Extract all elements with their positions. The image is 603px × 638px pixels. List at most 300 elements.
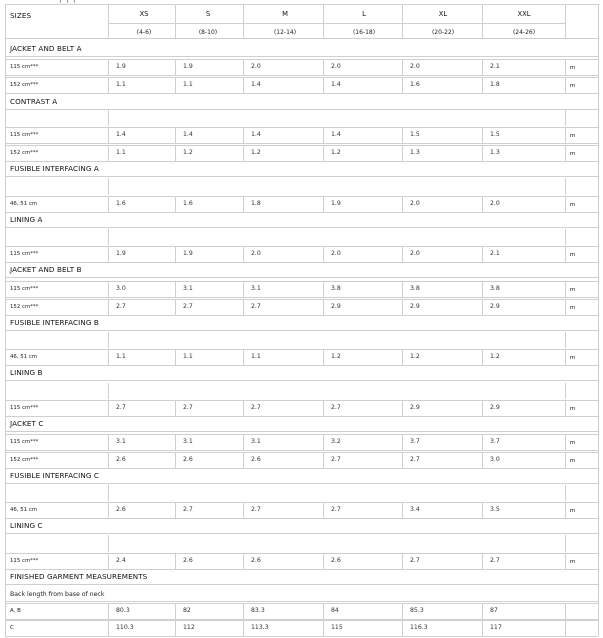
cell-divider <box>323 145 324 161</box>
cell-divider <box>108 299 109 315</box>
cell-divider <box>175 434 176 450</box>
cell-value-xl: 1.3 <box>410 149 420 156</box>
cell-value-m: 1.2 <box>251 149 261 156</box>
section-separator <box>5 277 598 278</box>
cell-value-xl: 1.2 <box>410 353 420 360</box>
table-bottom-line <box>5 636 598 637</box>
cell-value-xxl: 2.1 <box>490 63 500 70</box>
cell-divider <box>482 434 483 450</box>
section-separator <box>5 431 598 432</box>
section-heading: JACKET AND BELT B <box>10 265 82 274</box>
cell-value-xs: 110.3 <box>116 624 134 631</box>
row-label: A, B <box>10 608 21 614</box>
row-label: 152 cm*** <box>10 457 39 463</box>
cell-divider <box>402 400 403 416</box>
unit-label: m <box>570 458 576 464</box>
cell-value-xs: 1.9 <box>116 63 126 70</box>
cell-divider <box>565 77 566 93</box>
row-bottom-line <box>5 212 598 213</box>
cell-value-xs: 80.3 <box>116 607 130 614</box>
section-separator <box>5 227 598 228</box>
cell-divider <box>482 281 483 297</box>
cell-divider <box>108 603 109 619</box>
row-bottom-line <box>5 416 598 417</box>
cell-divider <box>108 349 109 365</box>
sizes-header-label: SIZES <box>10 11 32 20</box>
cell-divider <box>323 77 324 93</box>
cell-divider <box>402 434 403 450</box>
section-heading: LINING A <box>10 215 43 224</box>
cell-divider <box>402 349 403 365</box>
cell-value-l: 2.7 <box>331 404 341 411</box>
header-column-divider <box>323 4 324 38</box>
cell-value-xs: 2.6 <box>116 456 126 463</box>
cell-divider <box>482 603 483 619</box>
cell-value-s: 3.1 <box>183 438 193 445</box>
unit-label: m <box>570 559 576 565</box>
section-heading: FUSIBLE INTERFACING C <box>10 471 100 480</box>
cell-divider <box>565 620 566 636</box>
cell-value-s: 2.6 <box>183 557 193 564</box>
cell-divider <box>565 196 566 212</box>
cell-divider <box>175 59 176 75</box>
cell-divider <box>323 59 324 75</box>
cell-divider <box>108 145 109 161</box>
cell-value-xl: 3.8 <box>410 285 420 292</box>
cell-value-xl: 2.0 <box>410 200 420 207</box>
cell-value-xl: 2.9 <box>410 303 420 310</box>
cell-value-l: 1.9 <box>331 200 341 207</box>
row-top-line <box>5 127 598 128</box>
cell-value-s: 1.1 <box>183 81 193 88</box>
cell-value-m: 113.3 <box>251 624 269 631</box>
row-bottom-line <box>5 569 598 570</box>
cell-value-m: 83.3 <box>251 607 265 614</box>
cell-divider <box>482 400 483 416</box>
cell-divider <box>323 400 324 416</box>
cell-divider <box>108 281 109 297</box>
cell-divider <box>323 620 324 636</box>
gap-divider <box>565 110 566 126</box>
row-label: 115 cm*** <box>10 132 39 138</box>
unit-label: m <box>570 440 576 446</box>
cell-value-xs: 1.6 <box>116 200 126 207</box>
cell-value-xs: 1.1 <box>116 81 126 88</box>
header-top-line <box>5 4 598 5</box>
cell-value-m: 2.7 <box>251 506 261 513</box>
header-column-divider <box>565 4 566 38</box>
row-label: 115 cm*** <box>10 286 39 292</box>
cell-value-l: 2.7 <box>331 506 341 513</box>
cell-value-xxl: 87 <box>490 607 498 614</box>
cell-value-s: 112 <box>183 624 195 631</box>
row-top-line <box>5 77 598 78</box>
row-label: 115 cm*** <box>10 251 39 257</box>
row-label: 115 cm*** <box>10 64 39 70</box>
header-left-border <box>5 4 6 38</box>
row-top-line <box>5 603 598 604</box>
row-bottom-line <box>5 468 598 469</box>
cell-value-m: 2.7 <box>251 303 261 310</box>
section-heading: FINISHED GARMENT MEASUREMENTS <box>10 572 148 581</box>
row-top-line <box>5 145 598 146</box>
cell-value-m: 2.6 <box>251 557 261 564</box>
cell-divider <box>565 145 566 161</box>
top-tick-mark <box>60 0 61 3</box>
cell-divider <box>175 196 176 212</box>
cell-divider <box>402 246 403 262</box>
header-column-divider <box>243 4 244 38</box>
size-range-m: (12-14) <box>273 29 297 36</box>
cell-value-xxl: 2.9 <box>490 404 500 411</box>
cell-divider <box>243 281 244 297</box>
cell-value-s: 2.7 <box>183 404 193 411</box>
cell-divider <box>108 553 109 569</box>
cell-divider <box>175 603 176 619</box>
cell-divider <box>175 349 176 365</box>
row-top-line <box>5 434 598 435</box>
cell-divider <box>243 299 244 315</box>
row-top-line <box>5 59 598 60</box>
section-separator <box>5 330 598 331</box>
cell-value-l: 1.4 <box>331 131 341 138</box>
row-label: 115 cm*** <box>10 439 39 445</box>
cell-value-s: 1.2 <box>183 149 193 156</box>
section-separator <box>5 533 598 534</box>
cell-divider <box>243 620 244 636</box>
size-range-xxl: (24-26) <box>512 29 536 36</box>
cell-divider <box>565 281 566 297</box>
header-right-border <box>598 4 599 38</box>
cell-divider <box>482 553 483 569</box>
cell-value-l: 2.6 <box>331 557 341 564</box>
row-bottom-line <box>5 262 598 263</box>
gap-divider <box>565 485 566 501</box>
row-label: 152 cm*** <box>10 82 39 88</box>
cell-divider <box>402 452 403 468</box>
cell-divider <box>565 400 566 416</box>
cell-divider <box>243 553 244 569</box>
cell-value-xs: 2.4 <box>116 557 126 564</box>
cell-value-m: 3.1 <box>251 438 261 445</box>
size-name-s: S <box>205 10 211 18</box>
cell-divider <box>175 127 176 143</box>
cell-value-l: 1.2 <box>331 149 341 156</box>
gap-divider <box>565 535 566 552</box>
cell-value-xl: 3.7 <box>410 438 420 445</box>
cell-divider <box>108 127 109 143</box>
size-range-xl: (20-22) <box>431 29 455 36</box>
cell-value-l: 2.7 <box>331 456 341 463</box>
cell-divider <box>175 553 176 569</box>
cell-value-l: 3.2 <box>331 438 341 445</box>
cell-value-xs: 1.9 <box>116 250 126 257</box>
cell-divider <box>402 196 403 212</box>
cell-value-xxl: 3.7 <box>490 438 500 445</box>
row-bottom-line <box>5 518 598 519</box>
cell-value-m: 1.8 <box>251 200 261 207</box>
cell-value-m: 1.4 <box>251 131 261 138</box>
size-name-xxl: XXL <box>517 10 531 18</box>
cell-value-xxl: 2.7 <box>490 557 500 564</box>
cell-divider <box>402 59 403 75</box>
cell-divider <box>243 196 244 212</box>
cell-divider <box>175 299 176 315</box>
cell-value-l: 1.4 <box>331 81 341 88</box>
gap-divider <box>108 229 109 245</box>
cell-divider <box>108 502 109 518</box>
cell-divider <box>323 246 324 262</box>
cell-divider <box>243 59 244 75</box>
cell-divider <box>565 127 566 143</box>
cell-value-xs: 3.0 <box>116 285 126 292</box>
header-column-divider <box>108 4 109 38</box>
section-heading: CONTRAST A <box>10 97 58 106</box>
row-bottom-line <box>5 315 598 316</box>
section-heading: LINING C <box>10 521 43 530</box>
row-label: 46, 51 cm <box>10 507 38 513</box>
cell-value-s: 2.7 <box>183 303 193 310</box>
row-bottom-line <box>5 450 598 451</box>
row-top-line <box>5 452 598 453</box>
row-label: C <box>10 625 14 631</box>
cell-divider <box>323 127 324 143</box>
row-top-line <box>5 620 598 621</box>
section-separator <box>5 109 598 110</box>
cell-divider <box>243 77 244 93</box>
unit-label: m <box>570 133 576 139</box>
row-bottom-line <box>5 161 598 162</box>
table-left-border <box>5 38 6 636</box>
cell-divider <box>108 452 109 468</box>
cell-divider <box>482 246 483 262</box>
cell-value-m: 3.1 <box>251 285 261 292</box>
cell-divider <box>482 59 483 75</box>
cell-value-xl: 1.5 <box>410 131 420 138</box>
cell-divider <box>402 77 403 93</box>
cell-divider <box>243 145 244 161</box>
cell-divider <box>323 452 324 468</box>
cell-value-s: 2.7 <box>183 506 193 513</box>
cell-value-xxl: 1.8 <box>490 81 500 88</box>
cell-value-xl: 1.6 <box>410 81 420 88</box>
top-tick-mark <box>74 0 75 3</box>
cell-value-s: 1.9 <box>183 63 193 70</box>
cell-divider <box>243 127 244 143</box>
cell-divider <box>108 620 109 636</box>
cell-divider <box>402 127 403 143</box>
cell-value-xxl: 117 <box>490 624 502 631</box>
row-bottom-line <box>5 365 598 366</box>
cell-value-xl: 2.9 <box>410 404 420 411</box>
cell-value-m: 2.7 <box>251 404 261 411</box>
cell-divider <box>243 603 244 619</box>
cell-divider <box>175 620 176 636</box>
cell-divider <box>323 281 324 297</box>
row-top-line <box>5 349 598 350</box>
cell-divider <box>565 246 566 262</box>
cell-divider <box>243 502 244 518</box>
gap-divider <box>108 178 109 195</box>
gap-divider <box>565 178 566 195</box>
cell-divider <box>482 196 483 212</box>
cell-value-l: 84 <box>331 607 339 614</box>
gap-divider <box>565 383 566 399</box>
size-name-xs: XS <box>139 10 149 18</box>
row-label: 152 cm*** <box>10 150 39 156</box>
cell-divider <box>482 620 483 636</box>
cell-value-l: 3.8 <box>331 285 341 292</box>
unit-label: m <box>570 355 576 361</box>
header-column-divider <box>482 4 483 38</box>
cell-value-xl: 2.0 <box>410 250 420 257</box>
size-name-l: L <box>362 10 366 18</box>
cell-value-xs: 1.1 <box>116 353 126 360</box>
cell-value-xl: 3.4 <box>410 506 420 513</box>
unit-label: m <box>570 83 576 89</box>
cell-divider <box>243 400 244 416</box>
cell-divider <box>323 434 324 450</box>
gap-divider <box>108 332 109 348</box>
row-top-line <box>5 553 598 554</box>
size-range-s: (8-10) <box>198 29 218 36</box>
cell-value-xl: 2.0 <box>410 63 420 70</box>
cell-divider <box>482 127 483 143</box>
unit-label: m <box>570 65 576 71</box>
gap-divider <box>108 535 109 552</box>
cell-value-xs: 2.7 <box>116 303 126 310</box>
section-heading: JACKET AND BELT A <box>10 44 82 53</box>
cell-divider <box>175 281 176 297</box>
row-top-line <box>5 400 598 401</box>
cell-divider <box>243 452 244 468</box>
cell-value-xxl: 1.3 <box>490 149 500 156</box>
cell-divider <box>108 196 109 212</box>
cell-divider <box>565 299 566 315</box>
cell-value-xs: 2.7 <box>116 404 126 411</box>
cell-value-l: 115 <box>331 624 343 631</box>
cell-divider <box>108 77 109 93</box>
cell-divider <box>482 77 483 93</box>
cell-value-xl: 116.3 <box>410 624 428 631</box>
unit-label: m <box>570 305 576 311</box>
gap-divider <box>108 383 109 399</box>
cell-divider <box>108 59 109 75</box>
section-separator <box>5 56 598 57</box>
section-heading: FUSIBLE INTERFACING A <box>10 164 99 173</box>
cell-divider <box>565 59 566 75</box>
cell-divider <box>482 452 483 468</box>
gap-divider <box>565 332 566 348</box>
cell-divider <box>565 502 566 518</box>
cell-value-m: 2.6 <box>251 456 261 463</box>
header-column-divider <box>402 4 403 38</box>
section-heading: FUSIBLE INTERFACING B <box>10 318 99 327</box>
row-top-line <box>5 502 598 503</box>
unit-label: m <box>570 406 576 412</box>
section-heading: LINING B <box>10 368 43 377</box>
row-label: 115 cm*** <box>10 405 39 411</box>
unit-label: m <box>570 252 576 258</box>
unit-label: m <box>570 287 576 293</box>
cell-value-s: 1.4 <box>183 131 193 138</box>
cell-divider <box>323 603 324 619</box>
header-bottom-line <box>5 38 598 39</box>
cell-divider <box>565 349 566 365</box>
cell-divider <box>402 145 403 161</box>
cell-divider <box>243 434 244 450</box>
unit-label: m <box>570 202 576 208</box>
cell-value-m: 1.1 <box>251 353 261 360</box>
cell-value-xxl: 2.1 <box>490 250 500 257</box>
cell-value-xs: 1.1 <box>116 149 126 156</box>
section-separator <box>5 176 598 177</box>
cell-value-s: 82 <box>183 607 191 614</box>
cell-divider <box>565 553 566 569</box>
cell-divider <box>565 434 566 450</box>
cell-value-m: 1.4 <box>251 81 261 88</box>
cell-value-xs: 1.4 <box>116 131 126 138</box>
gap-divider <box>108 485 109 501</box>
cell-value-s: 2.6 <box>183 456 193 463</box>
row-label: 115 cm*** <box>10 558 39 564</box>
cell-divider <box>108 246 109 262</box>
cell-value-m: 2.0 <box>251 250 261 257</box>
gap-divider <box>108 110 109 126</box>
cell-value-xxl: 1.5 <box>490 131 500 138</box>
cell-divider <box>402 620 403 636</box>
unit-label: m <box>570 508 576 514</box>
cell-divider <box>175 502 176 518</box>
cell-divider <box>108 400 109 416</box>
cell-divider <box>323 196 324 212</box>
cell-divider <box>175 145 176 161</box>
cell-value-xl: 85.3 <box>410 607 424 614</box>
cell-divider <box>482 145 483 161</box>
row-top-line <box>5 196 598 197</box>
cell-value-l: 2.0 <box>331 63 341 70</box>
row-bottom-line <box>5 93 598 94</box>
cell-value-s: 1.1 <box>183 353 193 360</box>
cell-value-s: 1.9 <box>183 250 193 257</box>
cell-divider <box>402 281 403 297</box>
cell-divider <box>323 553 324 569</box>
cell-value-xl: 2.7 <box>410 456 420 463</box>
cell-value-l: 2.9 <box>331 303 341 310</box>
size-range-l: (16-18) <box>352 29 376 36</box>
cell-divider <box>243 246 244 262</box>
cell-value-l: 2.0 <box>331 250 341 257</box>
cell-value-xxl: 3.5 <box>490 506 500 513</box>
size-name-m: M <box>282 10 288 18</box>
section-separator <box>5 601 598 602</box>
cell-value-xxl: 3.8 <box>490 285 500 292</box>
cell-divider <box>565 603 566 619</box>
cell-value-s: 1.6 <box>183 200 193 207</box>
section-separator <box>5 380 598 381</box>
cell-divider <box>482 349 483 365</box>
unit-label: m <box>570 151 576 157</box>
cell-value-s: 3.1 <box>183 285 193 292</box>
row-bottom-line <box>5 143 598 144</box>
cell-value-xxl: 2.9 <box>490 303 500 310</box>
cell-divider <box>482 502 483 518</box>
cell-value-xxl: 1.2 <box>490 353 500 360</box>
row-label: 152 cm*** <box>10 304 39 310</box>
cell-divider <box>482 299 483 315</box>
row-label: 46, 51 cm <box>10 201 38 207</box>
cell-divider <box>175 400 176 416</box>
